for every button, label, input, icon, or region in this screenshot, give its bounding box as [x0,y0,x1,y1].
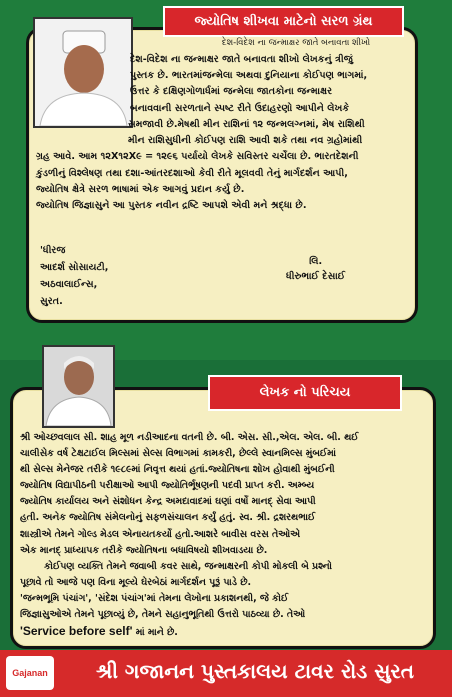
address-line: 'ધીરજ [40,245,66,256]
foreword-line: ઉત્તર કે દક્ષિણગોળાર્ધમાં જન્મેલા જાતકોના જન્માક્ષર [130,86,333,98]
foreword-line: દેશ-વિદેશ ના જન્માક્ષર જાતે બનાવતા શીખો લેખકનું ત્રીજું [130,54,353,65]
address-line: આદર્શ સોસાયટી, [40,262,109,273]
intro-line: જ્યોતિષ વિદ્યાપીઠની પરીક્ષાઓ આપી જ્યોતિર્ભૂષણની પદવી પ્રાપ્ત કરી. અમ્બ્ય [20,480,315,492]
intro-closing-line [20,623,422,641]
intro-line: ચાલીસેક વર્ષ ટેક્ષટાઈલ મિલ્સમાં સેલ્સ વિભાગમાં કામકરી, છેલ્લે સ્વાનમિલ્સ મુંબઈમાં [20,448,336,460]
foreword-line: પુસ્તક છે. ભારતમાંજન્મેલા અથવા દુનિયાના કોઈપણ ભાગમાં, [130,70,368,82]
author-photo-foreword [33,17,133,128]
intro-line: જિજ્ઞાસુઓએ તેમને પૂછાવ્યું છે, તેમને સહાનુભૂતિથી ઉત્તરો પાઠવ્યા છે. તેઓ [20,609,306,621]
foreword-line: સમજાવી છે.મેષથી મીન રાશિનાં ૧૨ જન્મલગ્નમાં, મેષ રાશિથી [128,119,365,130]
foreword-signature [286,254,345,284]
publisher-footer [0,650,452,697]
intro-line: પૂછાવે તો આજે પણ વિના મૂલ્યે ઘેરબેઠાં માર્ગદર્શન પૂરૂં પાડે છે. [20,576,252,588]
intro-line: થી સેલ્સ મેનેજર તરીકે ૧૯૮૯માં નિવૃત્ત થયાં હતાં.જ્યોતિષના શોખ હોવાથી મુંબઈની [20,464,335,476]
author-intro-banner: લેખક નો પરિચય [208,375,402,411]
foreword-line: જ્યોતિષ ક્ષેત્રે સરળ ભાષામાં એક આગવું પ્રદાન કર્યુ છે. [36,183,245,195]
intro-line: જ્યોતિષ કાર્યાલય અને સંશોધન કેન્દ્ર અમદાવાદમાં ઘણાં વર્ષો માનદ્ સેવા આપી [20,496,316,508]
intro-line: 'જન્મભૂમિ પંચાંગ', 'સંદેશ પંચાંગ'માં તેમના લેખોના પ્રકાશનથી, જે કોઈ [20,592,289,604]
foreword-address [40,242,108,310]
foreword-line: જ્યોતિષ જિજ્ઞાસુને આ પુસ્તક નવીન દ્રષ્ટિ આપશે એવી મને શ્રદ્ધા છે. [36,200,307,212]
english-motto: 'Service before self' [20,624,133,639]
foreword-line: મીન રાશિસુધીની કોઈપણ રાશિ આવી શકે તથા નવ ગ્રહોમાંથી [128,135,363,147]
signature-prefix: લિ. [309,256,323,267]
foreword-paragraph-part-1 [130,52,400,117]
publisher-logo: Gajanan [6,656,54,690]
intro-line: હતી. અનેક જ્યોતિષ સંમેલનોનું સફળસંચાલન કર્યું હતું. સ્વ. શ્રી. દ્રશરથભાઈ [20,512,316,524]
publisher-name: શ્રી ગજાનન પુસ્તકાલય ટાવર રોડ સુરત [95,659,415,683]
foreword-subtitle: દેશ-વિદેશ ના જન્માક્ષર જાતે બનાવતા શીખો [221,38,371,48]
foreword-line: ગ્રહ આવે. આમ ૧૨X૧૨X૯ = ૧૨૯૬ પર્યાયો લેખકે સવિસ્તર ચર્ચેલા છે. ભારતદેશની [36,151,359,163]
closing-text: માં માને છે. [132,627,178,639]
signature-name: ધીરુભાઈ દેસાઈ [286,271,346,282]
address-line: સુરત. [40,296,63,307]
foreword-paragraph-part-2 [36,117,406,214]
author-intro-paragraph [20,430,422,641]
intro-line: શ્રી ઓચ્છવલાલ સી. શાહ મૂળ નડીઆદના વતની છે. બી. એસ. સી.,એલ. એલ. બી. થઈ [20,432,359,443]
intro-line: એક માનદ્ પ્રાધ્યાપક તરીકે જ્યોતિષના બધાવિષયો શીખવાડયા છે. [20,544,268,556]
foreword-line: બનાવવાની સરળતાને સ્પષ્ટ રીતે ઉદાહરણો આપીને લેખકે [130,102,350,114]
intro-line: કોઈપણ વ્યક્તિ તેમને જવાબી કવર સાથે, જન્માક્ષરની કોપી મોકલી બે પ્રશ્નો [44,560,332,572]
author-photo-intro [42,345,115,428]
address-line: અઠવાલાઈન્સ, [40,279,98,290]
intro-line: શાસ્ત્રીએ તેમને ગોલ્ડ મેડલ એનાયતકર્યો હતો.આશરે બાવીસ વરસ તેઓએ [20,528,300,540]
foreword-line: કુંડળીનું વિશ્લેષણ તથા દશા-આંતરદશાઓ કેવી રીતે મૂલવવી તેનું માર્ગદર્શન આપી, [36,167,348,179]
foreword-banner: જ્યોતિષ શીખવા માટેનો સરળ ગ્રંથ [163,6,404,37]
